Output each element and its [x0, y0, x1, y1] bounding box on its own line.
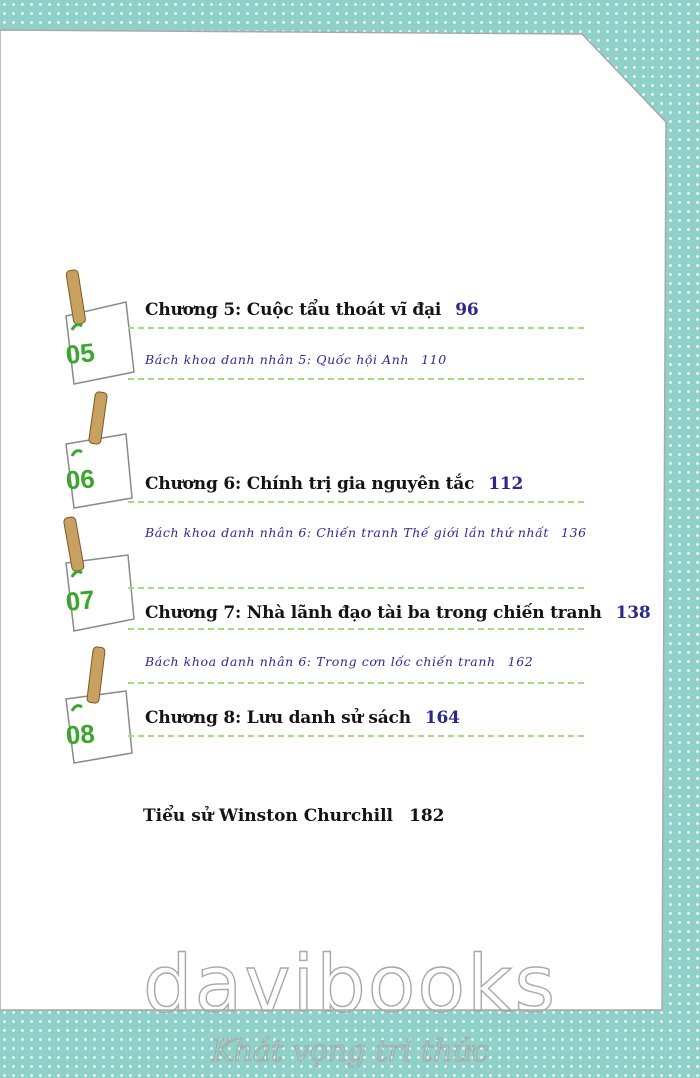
- encyclopedia-7-entry[interactable]: [145, 654, 533, 669]
- dashed-rule: [128, 682, 584, 684]
- chapter-6-entry[interactable]: [145, 474, 523, 494]
- chapter-6-page: 112: [488, 474, 524, 494]
- dashed-rule: [128, 628, 584, 630]
- biography-entry[interactable]: [143, 806, 445, 826]
- dashed-rule: [128, 501, 584, 503]
- encyclopedia-5-entry[interactable]: [145, 352, 447, 367]
- chapter-number-07: 07: [64, 584, 97, 618]
- chapter-8-page: 164: [424, 708, 460, 728]
- dashed-rule: [128, 378, 584, 380]
- encyclopedia-6-entry[interactable]: [145, 525, 587, 540]
- encyclopedia-7-text: Bách khoa danh nhân 6: Trong cơn lốc chiến tranh: [145, 654, 496, 669]
- chapter-7-entry[interactable]: [145, 603, 651, 623]
- chapter-5-title: Chương 5: Cuộc tẩu thoát vĩ đại: [145, 300, 442, 320]
- chapter-5-entry[interactable]: [145, 300, 478, 320]
- chapter-5-page: 96: [455, 300, 479, 320]
- chapter-number-06: 06: [64, 463, 96, 496]
- biography-page: 182: [409, 806, 445, 826]
- biography-title: Tiểu sử Winston Churchill: [143, 806, 393, 826]
- chapter-6-title: Chương 6: Chính trị gia nguyên tắc: [145, 474, 475, 494]
- chapter-badge-07: [56, 515, 146, 635]
- chapter-badge-08: [56, 645, 146, 765]
- chapter-8-title: Chương 8: Lưu danh sử sách: [145, 708, 411, 728]
- dashed-rule: [128, 587, 584, 589]
- chapter-number-05: 05: [64, 337, 97, 371]
- chapter-7-page: 138: [615, 603, 651, 623]
- dashed-rule: [128, 327, 584, 329]
- encyclopedia-6-text: Bách khoa danh nhân 6: Chiến tranh Thế giới lần thứ nhất: [145, 525, 550, 540]
- watermark-tagline: Khát vọng tri thức: [211, 1034, 489, 1069]
- chapter-7-title: Chương 7: Nhà lãnh đạo tài ba trong chiến tranh: [145, 603, 602, 623]
- chapter-8-entry[interactable]: [145, 708, 460, 728]
- chapter-number-08: 08: [64, 718, 96, 751]
- watermark-logo: davibooks: [143, 940, 557, 1030]
- encyclopedia-5-page: 110: [421, 352, 447, 367]
- encyclopedia-6-page: 136: [561, 525, 587, 540]
- dashed-rule: [128, 735, 584, 737]
- chapter-badge-06: [56, 390, 146, 510]
- encyclopedia-7-page: 162: [507, 654, 534, 669]
- encyclopedia-5-text: Bách khoa danh nhân 5: Quốc hội Anh: [145, 352, 410, 367]
